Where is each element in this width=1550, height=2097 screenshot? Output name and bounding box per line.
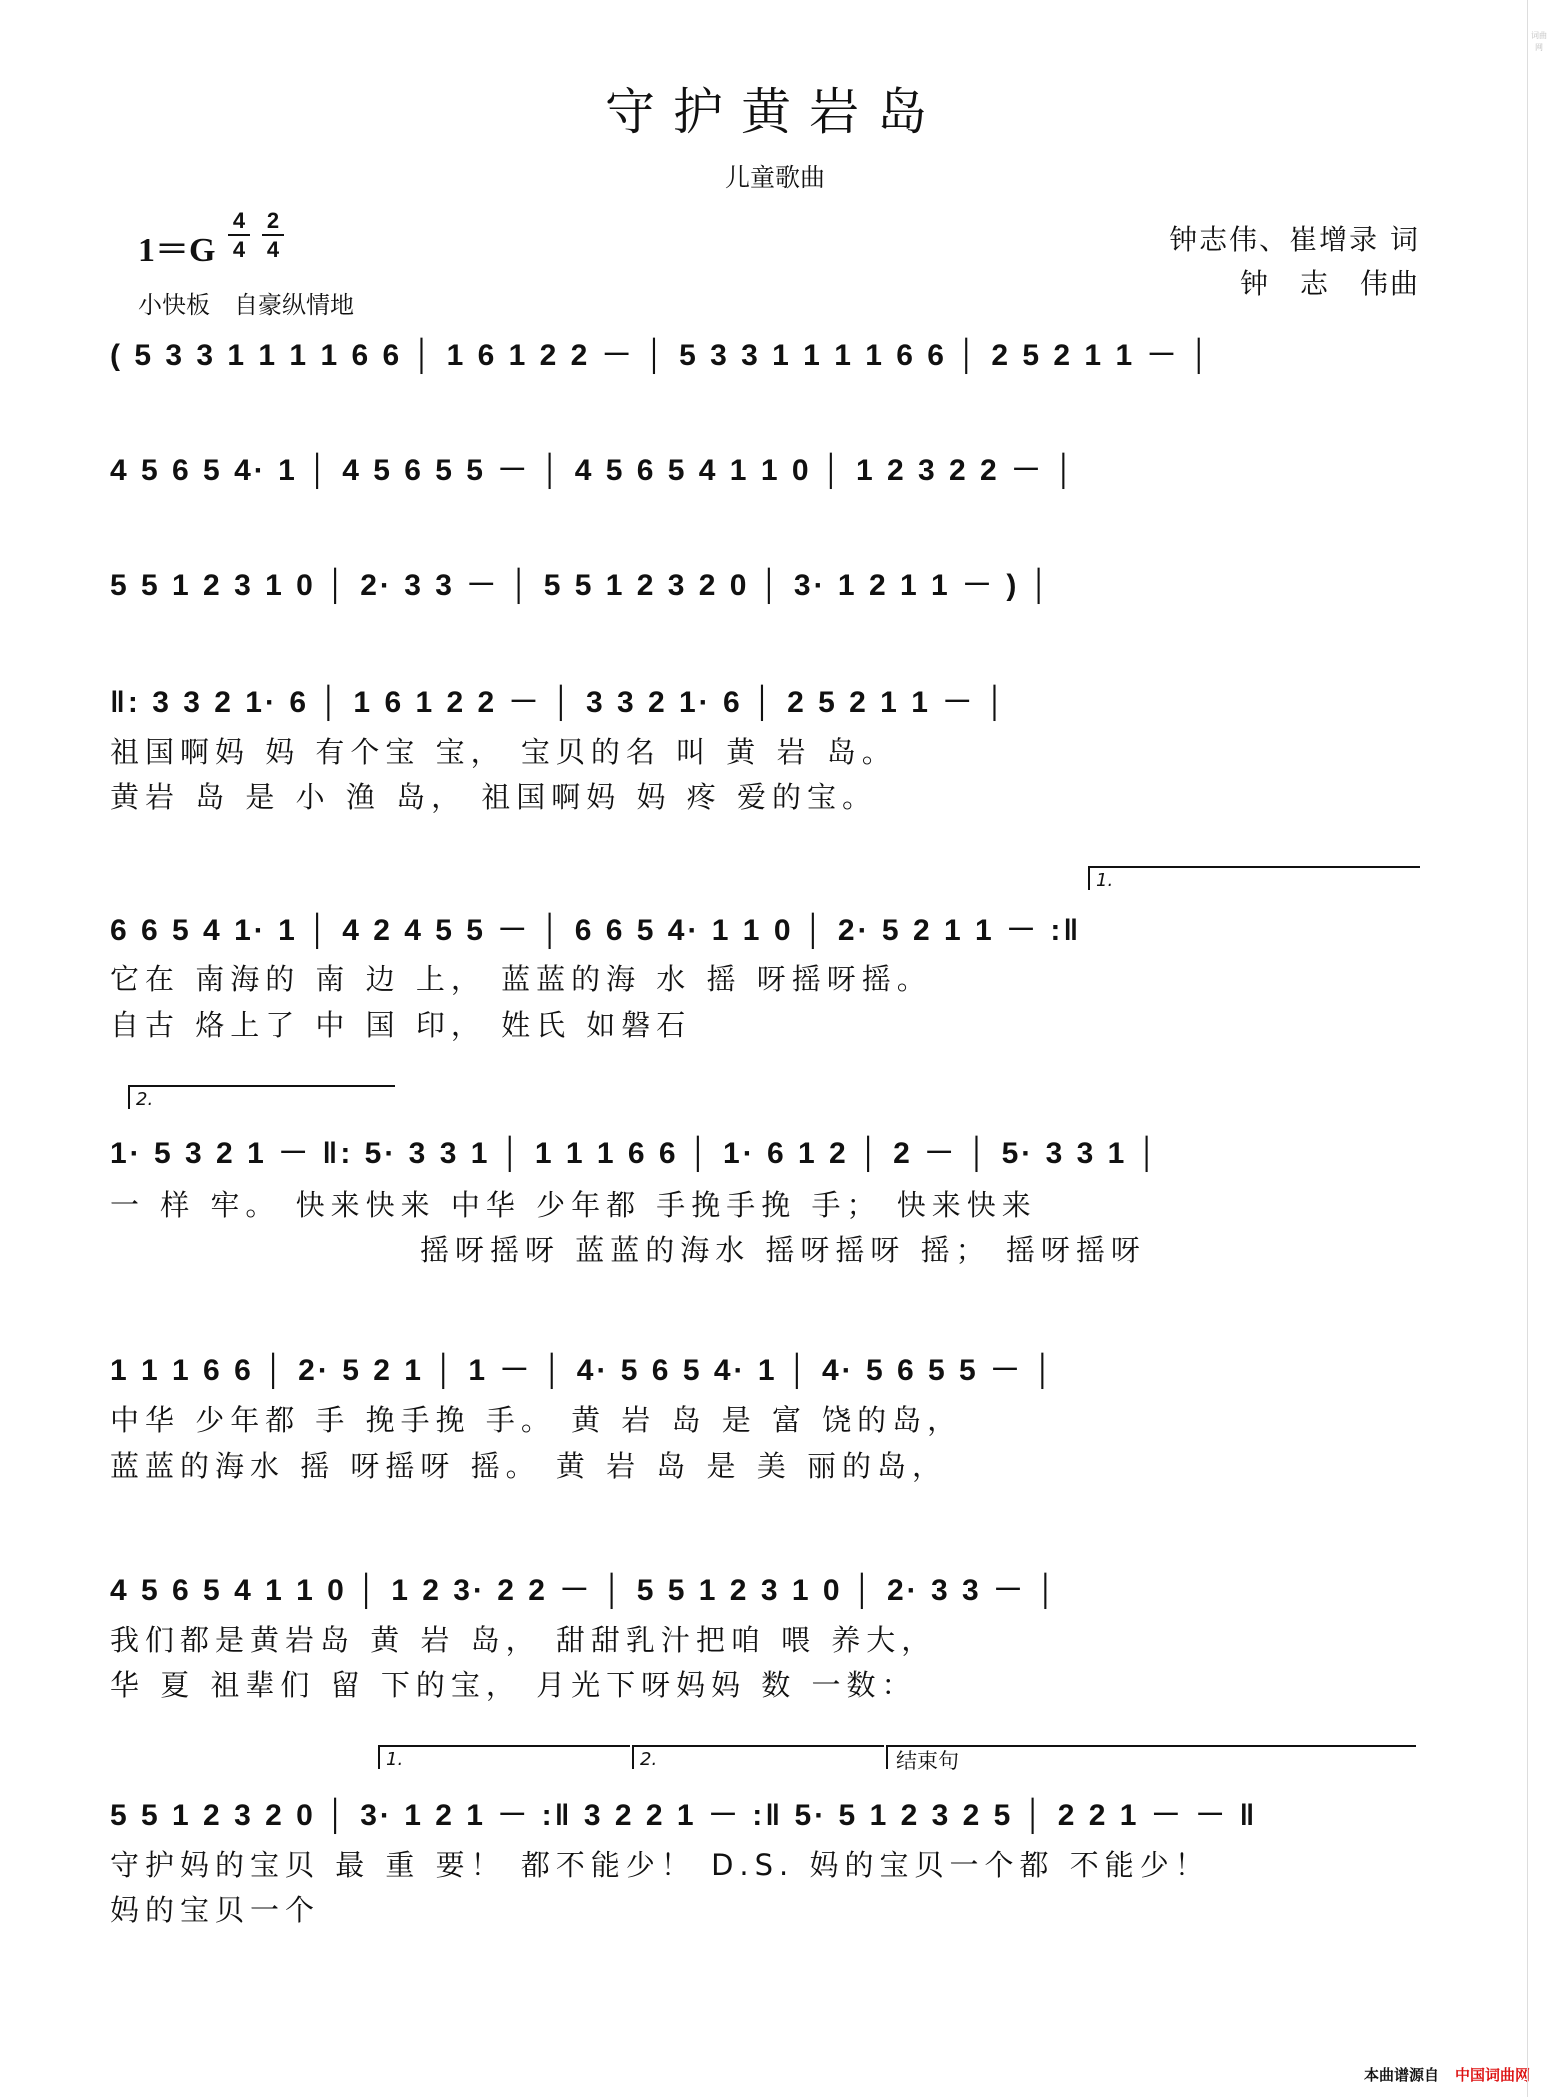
song-title: 守护黄岩岛 — [605, 83, 945, 141]
score-row-2-notes: 4 5 6 5 4· 1 │ 4 5 6 5 5 － │ 4 5 6 5 4 1 1 0 │ 1 2 3 2 2 － │ — [110, 454, 1078, 487]
score-row-5-notes: 6 6 5 4 1· 1 │ 4 2 4 5 5 － │ 6 6 5 4· 1 1 0 │ 2· 5 2 1 1 － :‖ — [110, 914, 1082, 947]
score-row-8-lyric-1: 我们都是黄岩岛 黄 岩 岛， 甜甜乳汁把咱 喂 养大， — [110, 1623, 937, 1657]
song-subtitle: 儿童歌曲 — [724, 163, 825, 192]
score-row-4-notes: ‖: 3 3 2 1· 6 │ 1 6 1 2 2 － │ 3 3 2 1· 6 │ 2 5 2 1 1 － │ — [110, 686, 1009, 719]
score-row-8-notes: 4 5 6 5 4 1 1 0 │ 1 2 3· 2 2 － │ 5 5 1 2 3 1 0 │ 2· 3 3 － │ — [110, 1574, 1060, 1607]
coda-label: 结束句 — [896, 1749, 959, 1773]
time-sig-b-bottom: 4 — [266, 237, 280, 262]
volta-second-ending — [128, 1085, 395, 1109]
time-signature-a — [228, 208, 250, 262]
score-row-9-lyric-1: 守护妈的宝贝 最 重 要！ 都不能少！ D.S. 妈的宝贝一个都 不能少！ — [110, 1848, 1210, 1882]
score-row-9-notes: 5 5 1 2 3 2 0 │ 3· 1 2 1 － :‖ 3 2 2 1 － :‖ 5· 5 1 2 3 2 5 │ 2 2 1 － － ‖ — [110, 1799, 1258, 1832]
volta-first-label: 1. — [1096, 870, 1114, 891]
score-row-6-notes: 1· 5 3 2 1 － ‖: 5· 3 3 1 │ 1 1 1 6 6 │ 1· 6 1 2 │ 2 － │ 5· 3 3 1 │ — [110, 1137, 1161, 1170]
score-row-7-notes: 1 1 1 6 6 │ 2· 5 2 1 │ 1 － │ 4· 5 6 5 4· 1 │ 4· 5 6 5 5 － │ — [110, 1354, 1057, 1387]
score-row-7-lyric-2: 蓝蓝的海水 摇 呀摇呀 摇。 黄 岩 岛 是 美 丽的岛， — [110, 1449, 947, 1483]
time-sig-a-bottom: 4 — [232, 237, 246, 262]
score-row-5-lyric-1: 它在 南海的 南 边 上， 蓝蓝的海 水 摇 呀摇呀摇。 — [110, 962, 932, 996]
composer-credit: 钟 志 伟曲 — [1239, 267, 1420, 300]
volta-first-ending — [1088, 866, 1420, 890]
score-row-3-notes: 5 5 1 2 3 1 0 │ 2· 3 3 － │ 5 5 1 2 3 2 0 │ 3· 1 2 1 1 － ) │ — [110, 569, 1053, 602]
score-row-5-lyric-2: 自古 烙上了 中 国 印， 姓氏 如磐石 — [110, 1008, 692, 1042]
score-row-6-lyric-2: 摇呀摇呀 蓝蓝的海水 摇呀摇呀 摇； 摇呀摇呀 — [420, 1233, 1146, 1267]
score-row-8-lyric-2: 华 夏 祖辈们 留 下的宝， 月光下呀妈妈 数 一数： — [110, 1668, 917, 1702]
volta-last-first — [378, 1745, 630, 1769]
time-sig-b-top: 2 — [266, 208, 280, 233]
volta-second-label: 2. — [136, 1089, 154, 1110]
watermark-text: 词曲网 — [1531, 31, 1547, 52]
coda-bracket — [886, 1745, 1416, 1773]
source-text: 本曲谱源自 — [1363, 2066, 1439, 2084]
volta-last-second — [632, 1745, 884, 1769]
score-row-4-lyric-2: 黄岩 岛 是 小 渔 岛， 祖国啊妈 妈 疼 爱的宝。 — [110, 780, 877, 814]
volta-last-second-label: 2. — [640, 1749, 658, 1770]
time-signature-b — [262, 208, 284, 262]
score-row-7-lyric-1: 中华 少年都 手 挽手挽 手。 黄 岩 岛 是 富 饶的岛， — [110, 1403, 963, 1437]
score-row-4-lyric-1: 祖国啊妈 妈 有个宝 宝， 宝贝的名 叫 黄 岩 岛。 — [110, 735, 897, 769]
volta-last-first-label: 1. — [386, 1749, 404, 1770]
source-footer — [1364, 2064, 1530, 2085]
key-signature: 1＝G — [138, 232, 216, 269]
tempo-marking: 小快板 自豪纵情地 — [138, 291, 354, 319]
watermark-strip — [1527, 0, 1550, 2097]
lyricist-credit: 钟志伟、崔增录 词 — [1169, 223, 1420, 256]
score-row-1-notes: ( 5 3 3 1 1 1 1 6 6 │ 1 6 1 2 2 － │ 5 3 3 1 1 1 1 6 6 │ 2 5 2 1 1 － │ — [110, 339, 1213, 372]
time-sig-a-top: 4 — [232, 208, 246, 233]
source-brand-link[interactable]: 中国词曲网 — [1454, 2066, 1530, 2084]
score-row-9-lyric-2: 妈的宝贝一个 — [110, 1893, 321, 1927]
score-row-6-lyric-1: 一 样 牢。 快来快来 中华 少年都 手挽手挽 手； 快来快来 — [110, 1188, 1037, 1222]
